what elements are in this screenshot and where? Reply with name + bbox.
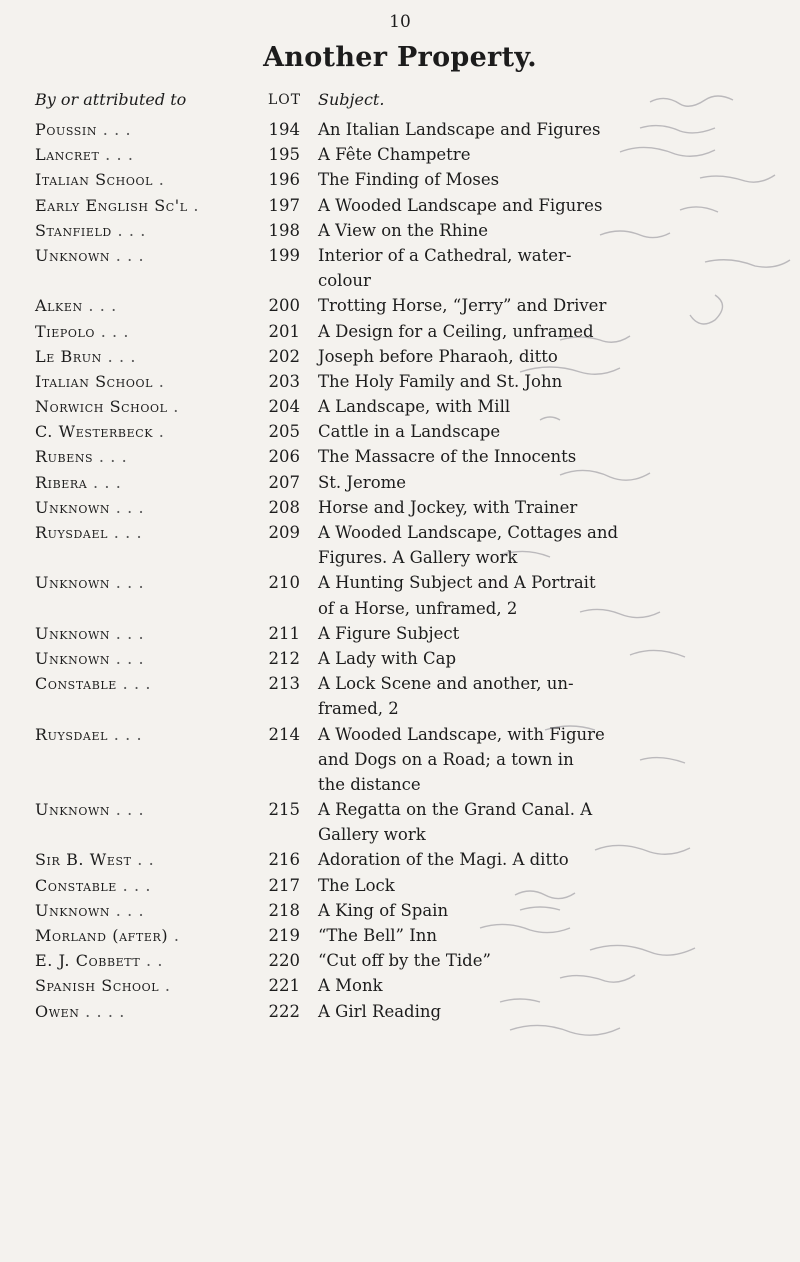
artist-name: Ribera . . . <box>35 472 122 492</box>
subject-title: Gallery work <box>318 825 426 845</box>
artist-name: Unknown . . . <box>35 900 145 920</box>
subject-title: A Regatta on the Grand Canal. A <box>318 800 593 820</box>
subject-title: A Figure Subject <box>318 623 460 643</box>
lot-number: 205 <box>268 422 300 442</box>
leader-dots: . . . <box>113 523 143 542</box>
lot-number: 200 <box>268 296 300 316</box>
artist-name: Unknown . . . <box>35 800 145 820</box>
leader-dots: . . . <box>115 245 145 265</box>
lot-number: 216 <box>268 850 300 870</box>
subject-title: Figures. A Gallery work <box>318 548 518 568</box>
leader-dots: . . . <box>105 145 134 165</box>
lot-number: 197 <box>268 195 300 215</box>
subject-title: Interior of a Cathedral, water- <box>318 245 572 265</box>
leader-dots: . . . . <box>85 1001 125 1021</box>
lot-number: 202 <box>268 346 300 366</box>
subject-title: A Lady with Cap <box>318 648 457 668</box>
subject-column-header: Subject. <box>318 90 385 109</box>
page-number: 10 <box>389 12 411 32</box>
lot-number: 198 <box>268 220 300 240</box>
leader-dots: . . . <box>100 321 130 341</box>
subject-title: A Wooded Landscape, with Figure <box>318 724 605 744</box>
subject-title: An Italian Landscape and Figures <box>318 120 601 139</box>
subject-title: the distance <box>318 774 421 794</box>
subject-title: Joseph before Pharaoh, ditto <box>318 346 558 366</box>
lot-number: 219 <box>268 926 300 945</box>
leader-dots: . . . <box>115 497 145 517</box>
leader-dots: . . . <box>115 573 145 593</box>
subject-title: A Lock Scene and another, un- <box>318 674 574 694</box>
artist-name: Italian School . <box>35 170 165 190</box>
lot-number: 213 <box>268 674 300 694</box>
leader-dots: . <box>158 371 165 391</box>
artist-name: Spanish School . <box>35 976 171 996</box>
artist-name: Owen . . . . <box>35 1001 125 1021</box>
artist-name: Unknown . . . <box>35 648 145 668</box>
lot-number: 195 <box>268 145 300 165</box>
lot-number: 212 <box>268 648 300 668</box>
leader-dots: . . . <box>102 120 132 139</box>
lot-number: 221 <box>268 976 300 996</box>
subject-title: A Design for a Ceiling, unframed <box>318 321 594 341</box>
leader-dots: . . <box>137 850 155 870</box>
lot-number: 208 <box>268 497 300 517</box>
subject-title: The Holy Family and St. John <box>318 371 563 391</box>
artist-name: Poussin . . . <box>35 120 132 139</box>
subject-title: A King of Spain <box>318 900 449 920</box>
leader-dots: . <box>164 976 171 996</box>
leader-dots: . . . <box>107 346 137 366</box>
leader-dots: . . . <box>115 623 145 643</box>
leader-dots: . . . <box>88 296 117 316</box>
lot-number: 201 <box>268 321 300 341</box>
artist-name: E. J. Cobbett . . <box>35 951 164 971</box>
artist-name: Italian School . <box>35 371 165 391</box>
subject-title: colour <box>318 271 371 291</box>
lot-number: 204 <box>268 397 300 417</box>
subject-title: The Finding of Moses <box>318 170 500 190</box>
lot-number: 203 <box>268 371 300 391</box>
lot-number: 215 <box>268 800 300 820</box>
subject-title: framed, 2 <box>318 699 399 719</box>
artist-name: Norwich School . <box>35 397 179 417</box>
subject-title: A Wooded Landscape, Cottages and <box>318 523 619 542</box>
subject-title: “The Bell” Inn <box>318 926 437 945</box>
lot-number: 220 <box>268 951 300 971</box>
lot-number: 214 <box>268 724 300 744</box>
lot-number: 222 <box>268 1001 300 1021</box>
subject-title: A Wooded Landscape and Figures <box>318 195 603 215</box>
leader-dots: . . . <box>122 875 152 895</box>
subject-title: A View on the Rhine <box>318 220 488 240</box>
subject-title: The Massacre of the Innocents <box>318 447 577 467</box>
lot-number: 196 <box>268 170 300 190</box>
leader-dots: . . . <box>115 900 145 920</box>
leader-dots: . <box>158 422 165 442</box>
subject-title: of a Horse, unframed, 2 <box>318 598 518 618</box>
artist-name: Alken . . . <box>35 296 117 316</box>
subject-title: A Girl Reading <box>318 1001 442 1021</box>
page-title: Another Property. <box>263 42 537 73</box>
lot-number: 210 <box>268 573 300 593</box>
subject-title: A Monk <box>318 976 383 996</box>
artist-name: Constable . . . <box>35 674 152 694</box>
artist-name: Le Brun . . . <box>35 346 137 366</box>
leader-dots: . <box>173 926 180 945</box>
lot-number: 217 <box>268 875 300 895</box>
leader-dots: . . . <box>115 648 145 668</box>
artist-name: Ruysdael . . . <box>35 523 143 542</box>
subject-title: A Hunting Subject and A Portrait <box>318 573 596 593</box>
subject-title: St. Jerome <box>318 472 407 492</box>
lot-number: 206 <box>268 447 300 467</box>
leader-dots: . . . <box>122 674 152 694</box>
lot-number: 218 <box>268 900 300 920</box>
subject-title: A Fête Champetre <box>318 145 471 165</box>
subject-title: Adoration of the Magi. A ditto <box>318 850 569 870</box>
artist-name: Stanfield . . . <box>35 220 146 240</box>
artist-name: Unknown . . . <box>35 245 145 265</box>
artist-name: Tiepolo . . . <box>35 321 130 341</box>
leader-dots: . <box>158 170 165 190</box>
leader-dots: . . . <box>98 447 128 467</box>
subject-title: A Landscape, with Mill <box>318 397 511 417</box>
leader-dots: . <box>173 397 179 417</box>
leader-dots: . . . <box>113 724 143 744</box>
subject-title: The Lock <box>318 875 395 895</box>
artist-name: Early English Sc'l . <box>35 195 200 215</box>
leader-dots: . . . <box>93 472 122 492</box>
artist-column-header: By or attributed to <box>35 90 187 109</box>
lot-column-header: LOT <box>268 92 302 108</box>
artist-name: Unknown . . . <box>35 497 145 517</box>
artist-name: Lancret . . . <box>35 145 134 165</box>
artist-name: Ruysdael . . . <box>35 724 143 744</box>
lot-number: 207 <box>268 472 300 492</box>
artist-name: Morland (after) . <box>35 926 180 945</box>
subject-title: and Dogs on a Road; a town in <box>318 749 574 769</box>
lot-number: 211 <box>268 623 300 643</box>
subject-title: Cattle in a Landscape <box>318 422 501 442</box>
subject-title: Horse and Jockey, with Trainer <box>318 497 578 517</box>
leader-dots: . . <box>146 951 164 971</box>
artist-name: C. Westerbeck . <box>35 422 165 442</box>
subject-title: “Cut off by the Tide” <box>318 951 491 971</box>
artist-name: Constable . . . <box>35 875 152 895</box>
lot-number: 194 <box>268 120 300 139</box>
leader-dots: . <box>193 195 200 215</box>
lot-number: 199 <box>268 245 300 265</box>
leader-dots: . . . <box>115 800 145 820</box>
lot-number: 209 <box>268 523 300 542</box>
leader-dots: . . . <box>117 220 146 240</box>
artist-name: Sir B. West . . <box>35 850 155 870</box>
subject-title: Trotting Horse, “Jerry” and Driver <box>318 296 607 316</box>
artist-name: Unknown . . . <box>35 573 145 593</box>
artist-name: Unknown . . . <box>35 623 145 643</box>
artist-name: Rubens . . . <box>35 447 128 467</box>
